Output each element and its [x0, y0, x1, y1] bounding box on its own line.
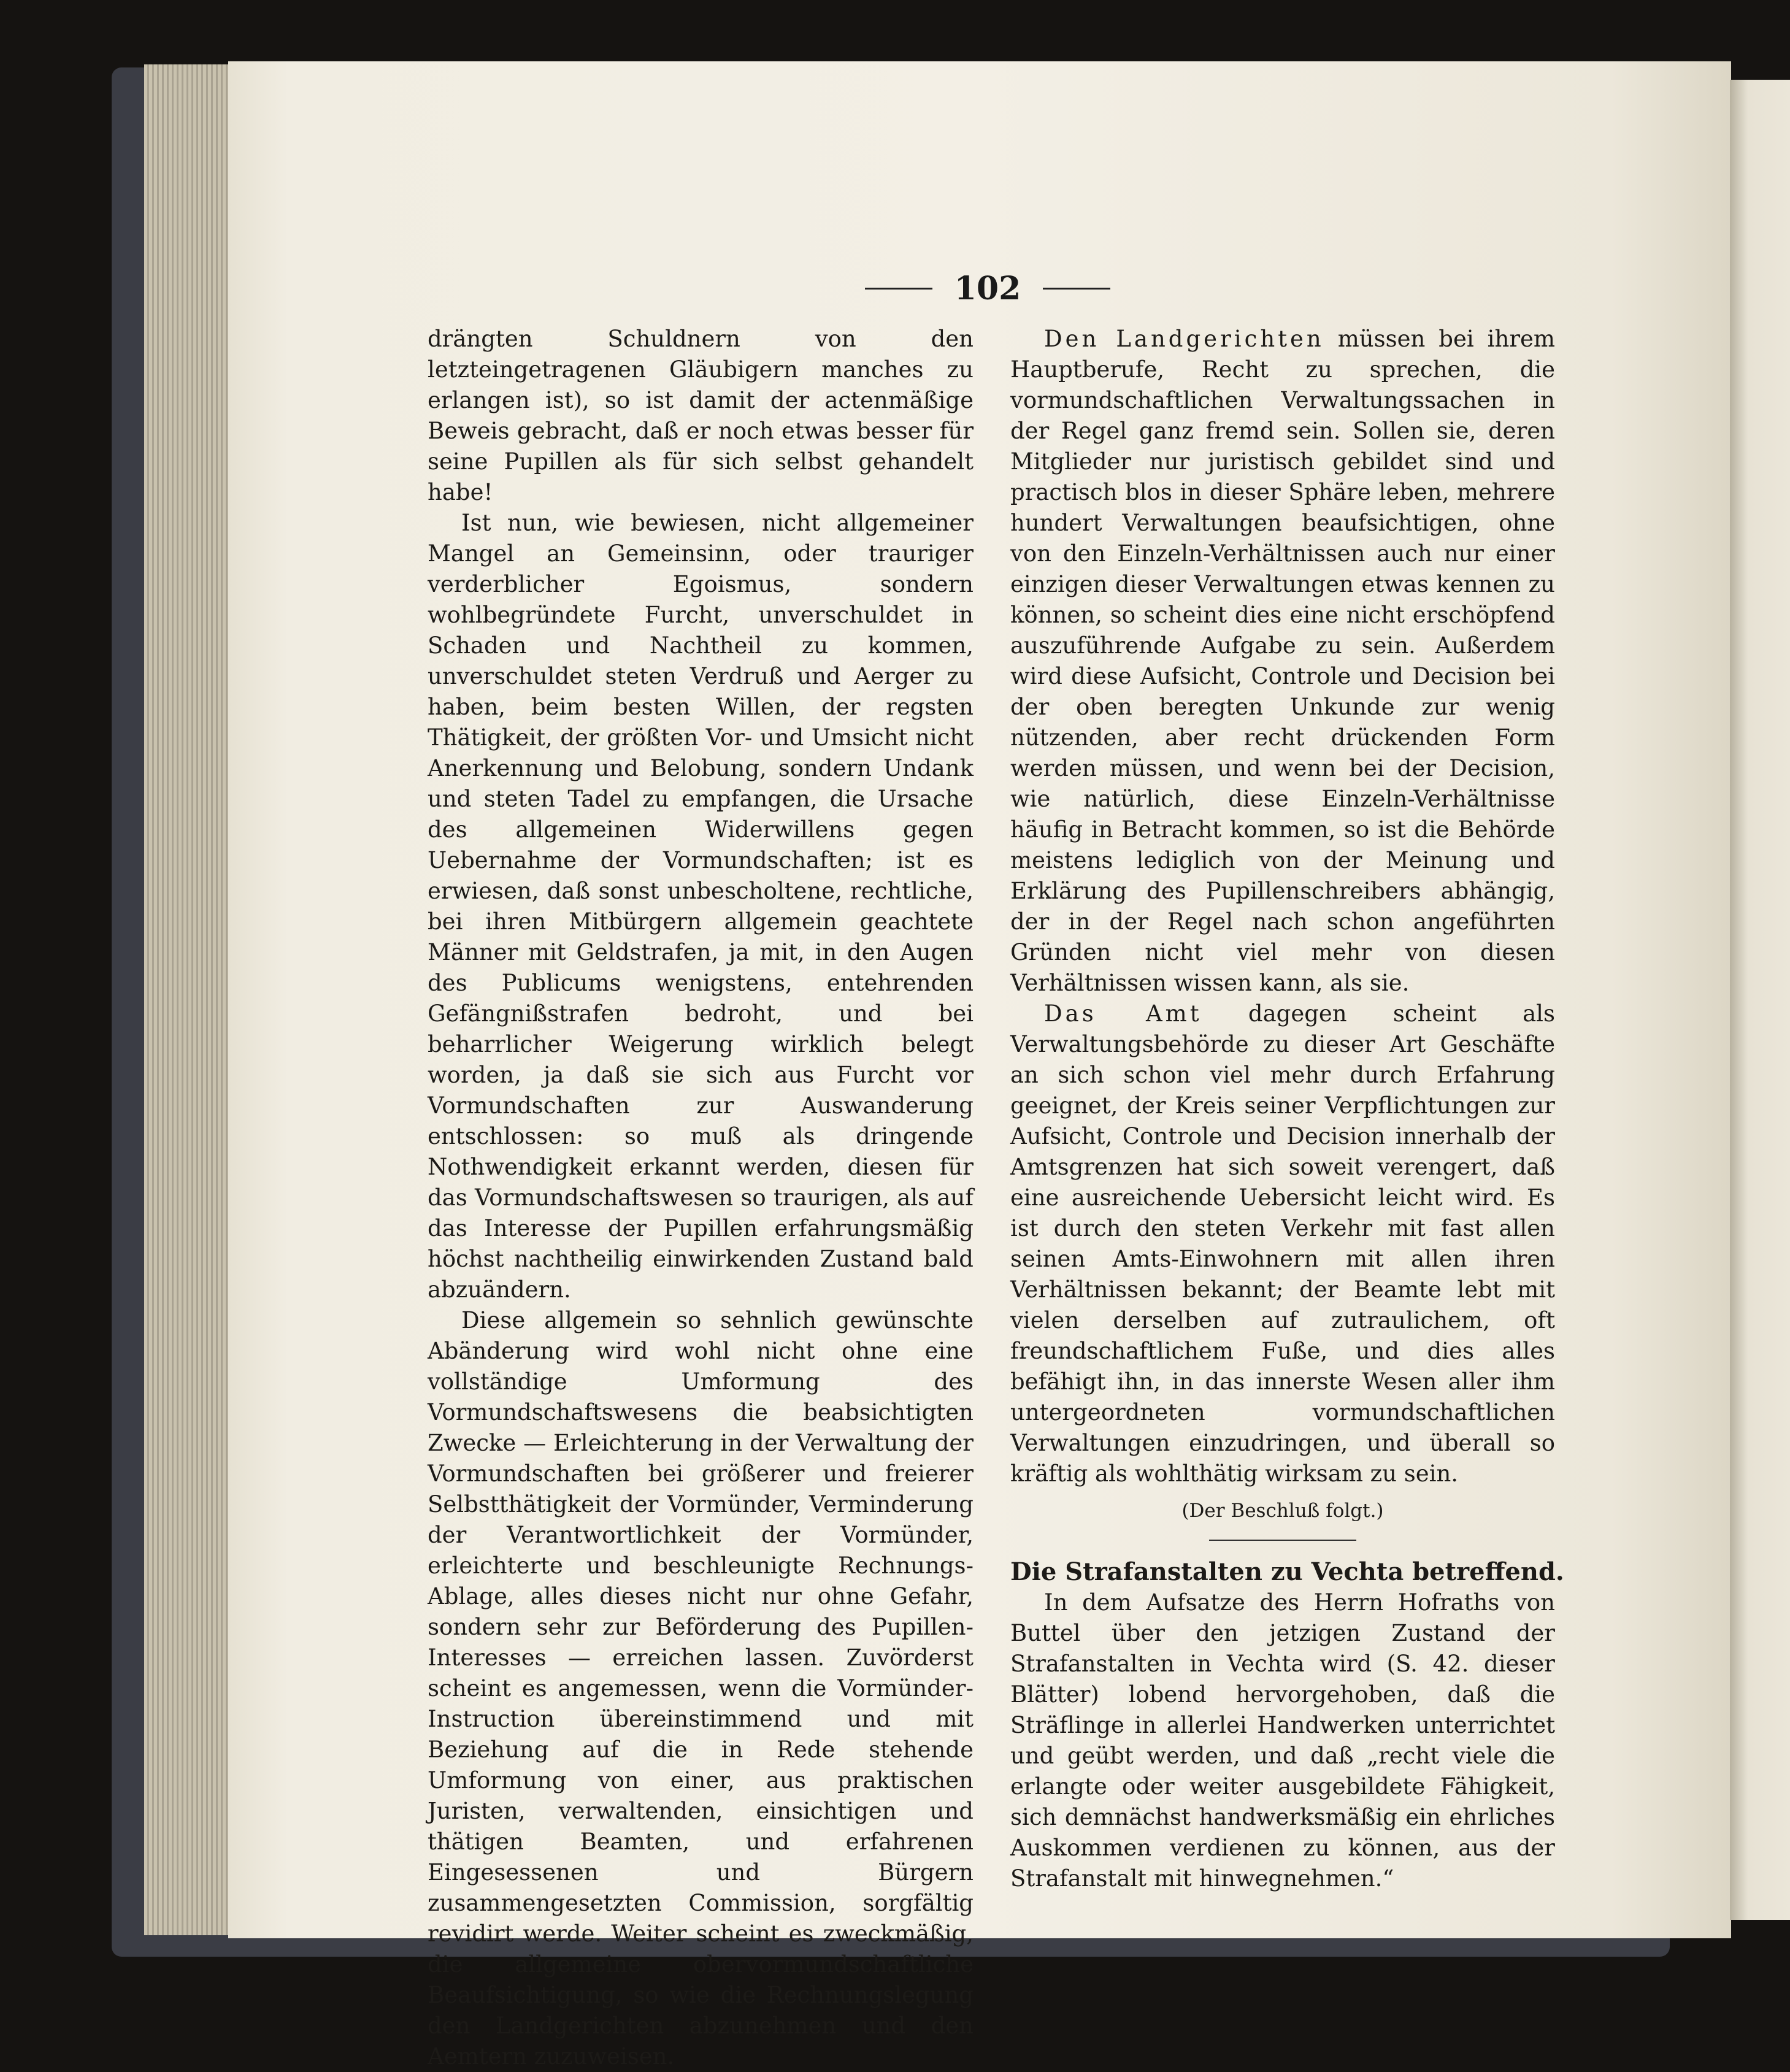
continued-note: (Der Beschluß folgt.): [1181, 1500, 1384, 1522]
paragraph: [1010, 999, 1555, 1489]
paragraph-text: müssen bei ihrem Hauptberufe, Recht zu sprechen, die vormundschaftlichen Verwaltungssachen in der Regel ganz fremd sein. Sollen sie, deren Mitglieder nur juristisch gebildet sind und practisch blos in dieser Sphäre leben, mehrere hundert Verwaltungen beaufsichtigen, ohne von den Einzeln-Verhältnissen auch nur einer einzigen dieser Verwaltungen etwas kennen zu können, so scheint dies eine nicht erschöpfend auszuführende Aufgabe zu sein. Außerdem wird diese Aufsicht, Controle und Decision bei der oben beregten Unkunde zur wenig nützenden, aber recht drückenden Form werden müssen, und wenn bei der Decision, wie natürlich, diese Einzeln-Verhältnisse häufig in Betracht kommen, so ist die Behörde meistens lediglich von der Meinung und Erklärung des Pupillenschreibers abhängig, der in der Regel nach schon angeführten Gründen nicht viel mehr von diesen Verhältnissen wissen kann, als sie.: [1010, 326, 1555, 996]
spaced-lead: Den Landgerichten: [1044, 326, 1324, 352]
paragraph: In dem Aufsatze des Herrn Hofraths von Buttel über den jetzigen Zustand der Strafanstalten in Vechta wird (S. 42. dieser Blätter) lobend hervorgehoben, daß die Sträflinge in allerlei Handwerken unterrichtet und geübt werden, und daß „recht viele die erlangte oder weiter ausgebildete Fähigkeit, sich demnächst handwerksmäßig ein ehrliches Auskommen verdienen zu können, aus der Strafanstalt mit hinwegnehmen.“: [1010, 1589, 1555, 1892]
page-number: 102: [954, 269, 1021, 307]
spaced-lead: Das Amt: [1044, 1000, 1202, 1027]
article-heading: Die Strafanstalten zu Vechta betreffend.: [1010, 1557, 1564, 1586]
page-edges: [144, 64, 236, 1935]
header-rule-right: [1043, 288, 1110, 290]
facing-page-edge: [1730, 80, 1790, 1920]
right-column: [1010, 324, 1564, 1894]
paragraph: Diese allgemein so sehnlich gewünschte Abänderung wird wohl nicht ohne eine vollständige Umformung des Vormundschaftswesens die beabsichtigten Zwecke — Erleichterung in der Verwaltung der Vormundschaften bei größerer und freierer Selbstthätigkeit der Vormünder, Verminderung der Verantwortlichkeit der Vormünder, erleichterte und beschleunigte Rechnungs-Ablage, alles dieses nicht nur ohne Gefahr, sondern sehr zur Beförderung des Pupillen-Interesses — erreichen lassen. Zuvörderst scheint es angemessen, wenn die Vormünder-Instruction übereinstimmend und mit Beziehung auf die in Rede stehende Umformung von einer, aus praktischen Juristen, verwaltenden, einsichtigen und thätigen Beamten, und erfahrenen Eingesessenen und Bürgern zusammengesetzten Commission, sorgfältig revidirt werde. Weiter scheint es zweckmäßig, die allgemeine obervormundschaftliche Beaufsichtigung, so wie die Rechnungslegung den Landgerichten abzunehmen und den Aemtern zuzuweisen.: [428, 1307, 974, 2070]
paragraph: drängten Schuldnern von den letzteingetragenen Gläubigern manches zu erlangen ist), so ist damit der actenmäßige Beweis gebracht, daß er noch etwas besser für seine Pupillen als für sich selbst gehandelt habe!: [428, 326, 974, 505]
header-rule-left: [865, 288, 932, 290]
paragraph: Ist nun, wie bewiesen, nicht allgemeiner Mangel an Gemeinsinn, oder trauriger verderblicher Egoismus, sondern wohlbegründete Furcht, unverschuldet in Schaden und Nachtheil zu kommen, unverschuldet steten Verdruß und Aerger zu haben, beim besten Willen, der regsten Thätigkeit, der größten Vor- und Umsicht nicht Anerkennung und Belobung, sondern Undank und steten Tadel zu empfangen, die Ursache des allgemeinen Widerwillens gegen Uebernahme der Vormundschaften; ist es erwiesen, daß sonst unbescholtene, rechtliche, bei ihren Mitbürgern allgemein geachtete Männer mit Geldstrafen, ja mit, in den Augen des Publicums wenigstens, entehrenden Gefängnißstrafen bedroht, und bei beharrlicher Weigerung wirklich belegt worden, ja daß sie sich aus Furcht vor Vormundschaften zur Auswanderung entschlossen: so muß als dringende Nothwendigkeit erkannt werden, diesen für das Vormundschaftswesen so traurigen, als auf das Interesse der Pupillen erfahrungsmäßig höchst nachtheilig einwirkenden Zustand bald abzuändern.: [428, 510, 974, 1303]
paragraph: [1010, 324, 1555, 999]
page-header: [840, 270, 1135, 307]
section-divider: [1209, 1540, 1356, 1541]
left-column: [428, 324, 974, 2072]
paragraph-text: dagegen scheint als Verwaltungsbehörde zu dieser Art Geschäfte an sich schon viel mehr durch Erfahrung geeignet, der Kreis seiner Verpflichtungen zur Aufsicht, Controle und Decision innerhalb der Amtsgrenzen hat sich soweit verengert, daß eine ausreichende Uebersicht leicht wird. Es ist durch den steten Verkehr mit fast allen seinen Amts-Einwohnern mit allen ihren Verhältnissen bekannt; der Beamte lebt mit vielen derselben auf zutraulichem, oft freundschaftlichem Fuße, und dies alles befähigt ihn, in das innerste Wesen aller ihm untergeordneten vormundschaftlichen Verwaltungen einzudringen, und überall so kräftig als wohlthätig wirksam zu sein.: [1010, 1000, 1555, 1487]
